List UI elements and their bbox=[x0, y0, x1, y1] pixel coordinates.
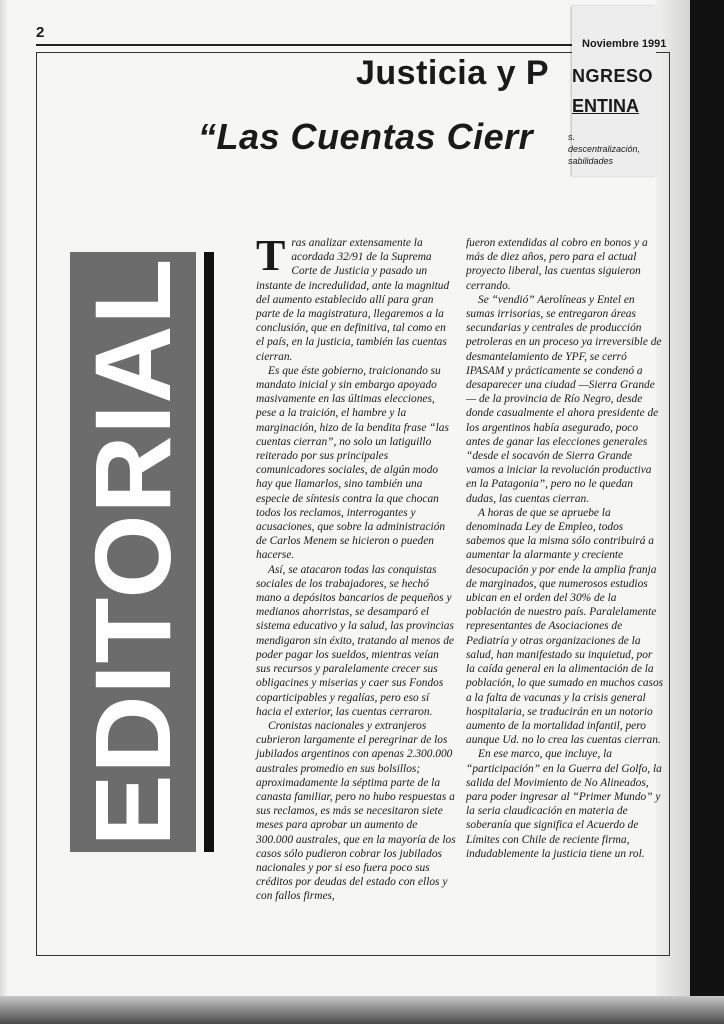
clipping-line-1: s. bbox=[568, 132, 576, 142]
clipping-word-1: NGRESO bbox=[572, 66, 654, 86]
date-tab: Noviembre 1991 bbox=[582, 38, 667, 50]
scan-bottom-edge bbox=[0, 996, 724, 1024]
headline: Justicia y P bbox=[356, 54, 550, 92]
section-label-bar bbox=[204, 252, 214, 852]
clipping-word-2: ENTINA bbox=[572, 96, 639, 116]
paragraph: Así, se atacaron todas las conquistas sociales de los trabajadores, se hechó mano a depósitos bancarios de pequeños y medianos ahorristas, se desamparó el sistema educativo y la salud, las provincias mendigaron sin éxito, tratando al menos de poder pagar los sueldos, mientras veían sus recursos y paralelamente crecer sus obligacines y miserias y caer sus Fondos coparticipables y regalías, pero eso sí hacia el exterior, las cuentas cerraron. bbox=[256, 563, 454, 718]
paragraph: ras analizar extensamente la acordada 32/91 de la Suprema Corte de Justicia y pasado un instante de incredulidad, ante la magnitud del aumento establecido allí para gran parte de la magistratura, llegaremos a la conclusión, que en definitiva, tal como en el país, en la justicia, también las cuentas cierran. bbox=[256, 237, 450, 363]
drop-cap: T bbox=[256, 231, 286, 280]
paragraph: fueron extendidas al cobro en bonos y a más de diez años, pero para el actual proyecto liberal, las cuentas siguieron cerrando. bbox=[466, 237, 648, 292]
scan-edge-left bbox=[0, 0, 8, 1024]
section-label-block bbox=[70, 252, 196, 852]
section-label: EDITORIAL bbox=[72, 257, 193, 847]
clipping-line-2: descentralización, bbox=[568, 144, 641, 154]
page-number: 2 bbox=[36, 24, 45, 41]
scan-edge-right bbox=[690, 0, 724, 1024]
paragraph: Se “vendió” Aerolíneas y Entel en sumas irrisorias, se entregaron áreas secundarias y centrales de producción petroleras en un proceso ya irreversible de desmantelamiento de YPF, se cerró IPASAM y prácticamente se condenó a desaparecer una ciudad —Sierra Grande— de la provincia de Río Negro, desde donde casualmente el ahora presidente de los argentinos había asegurado, poco antes de ganar las elecciones generales “desde el socavón de Sierra Grande vamos a iniciar la revolución productiva en la Patagonia”, pero no le quedan dudas, las cuentas cierran. bbox=[466, 293, 662, 505]
paragraph: Cronistas nacionales y extranjeros cubrieron largamente el peregrinar de los jubilados argentinos con apenas 2.300.000 australes promedio en sus bolsillos; aproximadamente la séptima parte de la canasta familiar, pero no hubo respuestas a sus reclamos, es más se necesitaron siete meses para aprobar un aumento de 300.000 australes, que en la mayoría de los casos sólo pudieron cobrar los jubilados nacionales y por si eso fuera poco sus créditos por deudas del estado con ellos y con fallos firmes, bbox=[256, 719, 456, 903]
article-column-2 bbox=[466, 236, 664, 861]
header-rule bbox=[36, 44, 656, 46]
article-column-1 bbox=[256, 231, 456, 904]
paragraph: A horas de que se apruebe la denominada Ley de Empleo, todos sabemos que la misma sólo contribuirá a aumentar la alarmante y creciente desocupación y por ende la amplia franja de marginados, que numerosos estudios ubican en el orden del 30% de la población de nuestro país. Paralelamente representantes de Asociaciones de Pediatría y otras organizaciones de la salud, han manifestado su inquietud, por la caída general en la alimentación de la población, lo que sumado en muchos casos a la falta de vacunas y la crisis general hospitalaria, se traducirán en un notorio aumento de la mortalidad infantil, pero aunque Ud. no lo crea las cuentas cierran. bbox=[466, 506, 664, 747]
paragraph: Es que éste gobierno, traicionando su mandato inicial y sin embargo apoyado masivamente en las últimas elecciones, pese a la traición, el hambre y la marginación, hizo de la bendita frase “las cuentas cierran”, no solo un latiguillo reiterado por sus principales comunicadores sociales, de algún modo hay que llamarlos, sino también una especie de síntesis contra la que chocan todos los reclamos, interrogantes y acusaciones, que sobre la administración de Carlos Menem se hicieron o pueden hacerse. bbox=[256, 364, 449, 562]
paragraph: En ese marco, que incluye, la “participación” en la Guerra del Golfo, la salida del Movimiento de No Alineados, para poder ingresar al “Primer Mundo” y la seria claudicación en materia de soberanía que significa el Acuerdo de Límites con Chile de reciente firma, indudablemente la justicia tiene un rol. bbox=[466, 748, 662, 860]
clipping-line-3: sabilidades bbox=[568, 156, 614, 166]
subheadline: “Las Cuentas Cierr bbox=[198, 116, 534, 157]
